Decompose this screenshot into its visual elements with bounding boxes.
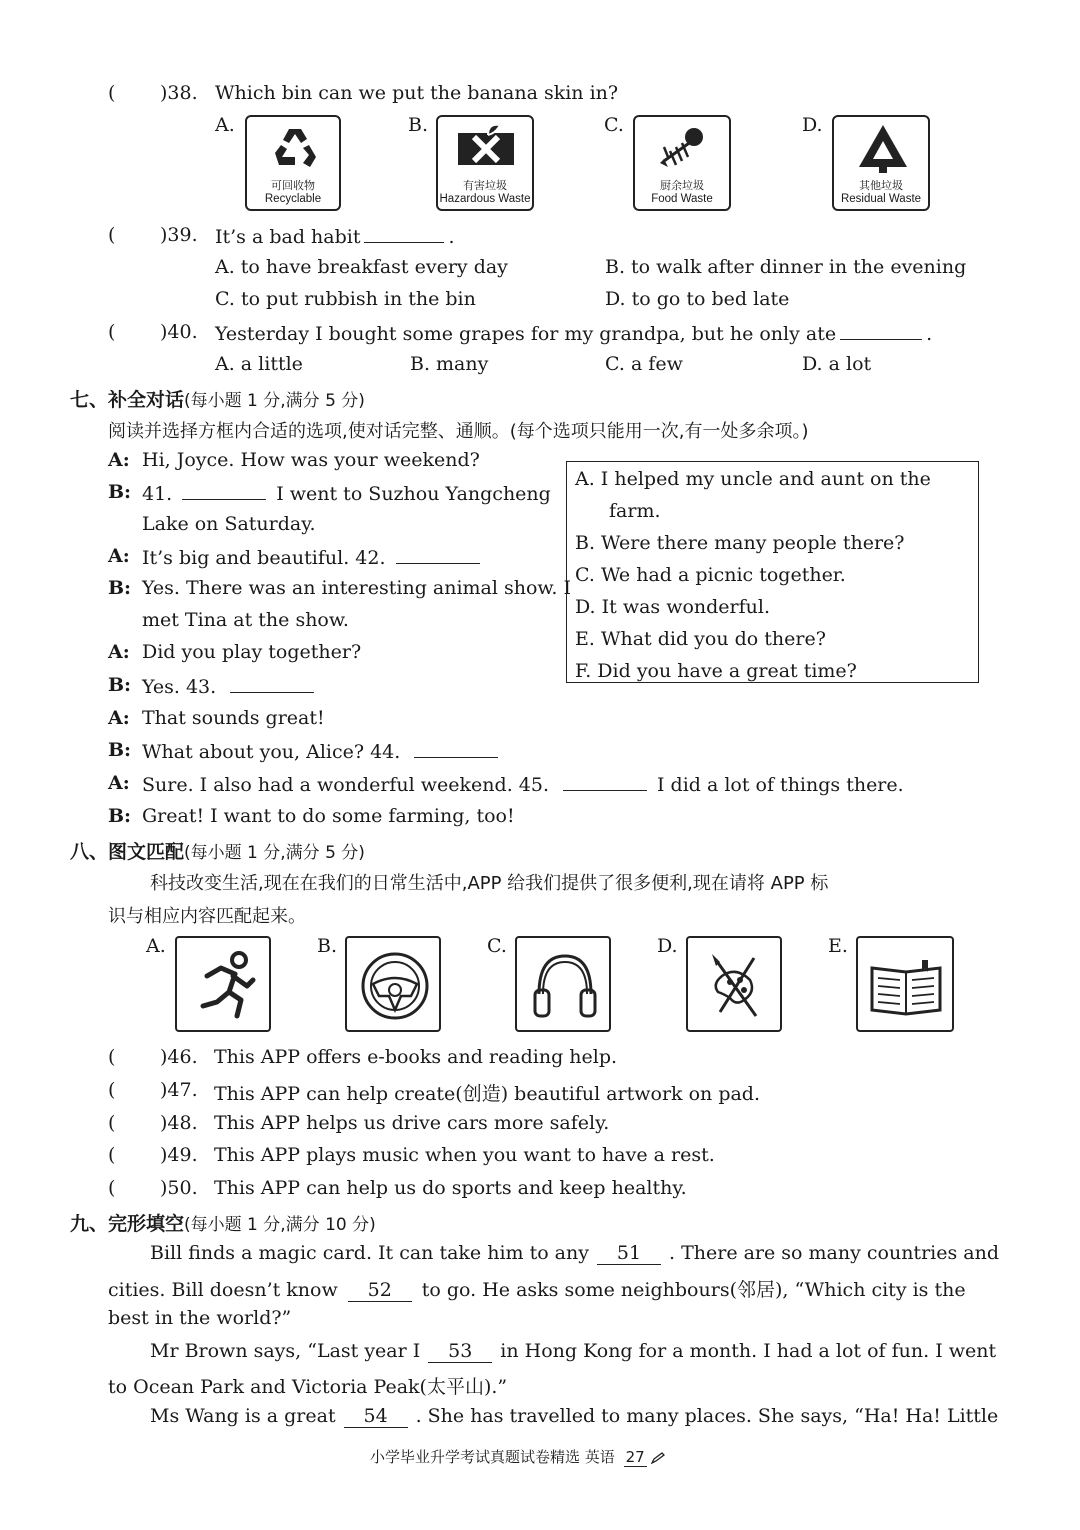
question-text: This APP can help create(创造) beautiful artwork on pad.	[214, 1083, 761, 1105]
question-number: )46.	[160, 1046, 198, 1068]
option-d: D. a lot	[802, 353, 872, 375]
question-text: This APP helps us drive cars more safely.	[214, 1112, 610, 1134]
bin-label-en: Hazardous Waste	[439, 193, 531, 205]
bin-label-en: Residual Waste	[840, 193, 922, 205]
option-d: D. to go to bed late	[605, 288, 790, 310]
dialog-line: Yes. 43.	[142, 674, 318, 698]
cloze-blank-51[interactable]: 51	[597, 1242, 661, 1265]
option-letter: D.	[802, 114, 823, 136]
footer-title: 小学毕业升学考试真题试卷精选 英语	[370, 1448, 615, 1466]
dialog-line: Lake on Saturday.	[142, 513, 316, 535]
bin-label-cn: 其他垃圾	[859, 179, 903, 192]
section-instructions: 阅读并选择方框内合适的选项,使对话完整、通顺。(每个选项只能用一次,有一处多余项。)	[108, 421, 809, 442]
box-option: farm.	[609, 500, 661, 522]
bin-label-cn: 有害垃圾	[463, 179, 507, 192]
question-number: )48.	[160, 1112, 198, 1134]
dialog-line: It’s big and beautiful. 42.	[142, 545, 484, 569]
speaker: A:	[108, 707, 130, 729]
box-option: B. Were there many people there?	[575, 532, 905, 554]
option-a: A. a little	[215, 353, 303, 375]
box-option: E. What did you do there?	[575, 628, 826, 650]
answer-paren: (	[108, 1079, 116, 1101]
speaker: B:	[108, 481, 132, 503]
app-music	[515, 936, 611, 1032]
app-art	[686, 936, 782, 1032]
option-a: A. to have breakfast every day	[215, 256, 508, 278]
section-title: 七、补全对话(每小题 1 分,满分 5 分)	[70, 389, 365, 411]
passage-line: cities. Bill doesn’t know 52 to go. He asks some neighbours(邻居), “Which city is the	[108, 1279, 966, 1301]
dialog-line: met Tina at the show.	[142, 609, 349, 631]
answer-blank[interactable]	[230, 674, 314, 693]
box-option: A. I helped my uncle and aunt on the	[575, 468, 931, 490]
dialog-line: Great! I want to do some farming, too!	[142, 805, 515, 827]
bin-label-en: Food Waste	[651, 193, 713, 205]
bin-residual	[832, 115, 930, 211]
question-text: Yesterday I bought some grapes for my grandpa, but he only ate .	[215, 323, 933, 345]
answer-blank[interactable]	[563, 772, 647, 791]
triangle-icon	[855, 123, 911, 175]
dialog-line: That sounds great!	[142, 707, 325, 729]
app-reading	[856, 936, 954, 1032]
answer-paren: (	[108, 1046, 116, 1068]
question-number: )47.	[160, 1079, 198, 1101]
question-number: )50.	[160, 1177, 198, 1199]
question-text: It’s a bad habit .	[215, 226, 455, 248]
speaker: B:	[108, 577, 132, 599]
section-title: 九、完形填空(每小题 1 分,满分 10 分)	[70, 1213, 376, 1235]
fish-bone-icon	[656, 123, 712, 175]
box-option: F. Did you have a great time?	[575, 660, 857, 682]
speaker: A:	[108, 772, 130, 794]
answer-paren: (	[108, 1112, 116, 1134]
bin-label-cn: 厨余垃圾	[660, 179, 704, 192]
option-letter: E.	[828, 935, 848, 957]
recycle-icon	[267, 123, 323, 175]
answer-paren: (	[108, 82, 116, 104]
dialog-line: Did you play together?	[142, 641, 362, 663]
box-option: D. It was wonderful.	[575, 596, 771, 618]
answer-paren: (	[108, 1144, 116, 1166]
answer-blank[interactable]	[414, 739, 498, 758]
question-number: )40.	[160, 321, 198, 343]
cloze-blank-52[interactable]: 52	[348, 1279, 412, 1302]
app-driving	[345, 936, 441, 1032]
question-number: )49.	[160, 1144, 198, 1166]
open-book-icon	[866, 946, 946, 1026]
speaker: A:	[108, 641, 130, 663]
passage-line: best in the world?”	[108, 1307, 292, 1329]
paint-palette-icon	[696, 946, 776, 1026]
answer-paren: (	[108, 224, 116, 246]
option-letter: A.	[215, 114, 235, 136]
speaker: A:	[108, 449, 130, 471]
section-instructions: 科技改变生活,现在在我们的日常生活中,APP 给我们提供了很多便利,现在请将 APP 标	[150, 873, 829, 894]
option-c: C. to put rubbish in the bin	[215, 288, 476, 310]
question-text: This APP can help us do sports and keep healthy.	[214, 1177, 687, 1199]
speaker: B:	[108, 739, 132, 761]
option-letter: A.	[146, 935, 166, 957]
dialog-line: Yes. There was an interesting animal show. I	[142, 577, 572, 599]
bin-label-en: Recyclable	[264, 193, 322, 205]
option-letter: D.	[657, 935, 678, 957]
running-man-icon	[185, 946, 265, 1026]
cloze-blank-53[interactable]: 53	[428, 1340, 492, 1363]
answer-blank[interactable]	[396, 545, 480, 564]
question-number: )39.	[160, 224, 198, 246]
answer-blank[interactable]	[182, 481, 266, 500]
steering-wheel-icon	[355, 946, 435, 1026]
passage-line: to Ocean Park and Victoria Peak(太平山).”	[108, 1376, 508, 1398]
dialog-line: Hi, Joyce. How was your weekend?	[142, 449, 480, 471]
option-b: B. many	[410, 353, 489, 375]
option-box	[566, 461, 979, 683]
headphones-icon	[525, 946, 605, 1026]
passage-line: Ms Wang is a great 54 . She has travelled to many places. She says, “Ha! Ha! Little	[150, 1405, 999, 1427]
dialog-line: Sure. I also had a wonderful weekend. 45. I did a lot of things there.	[142, 774, 904, 796]
page-number: 27	[625, 1448, 645, 1466]
answer-blank[interactable]	[364, 224, 444, 243]
cloze-blank-54[interactable]: 54	[344, 1405, 408, 1428]
question-text: Which bin can we put the banana skin in?	[215, 82, 619, 104]
option-c: C. a few	[605, 353, 683, 375]
box-option: C. We had a picnic together.	[575, 564, 846, 586]
bin-label-cn: 可回收物	[271, 179, 315, 192]
option-letter: C.	[487, 935, 507, 957]
question-text: This APP offers e-books and reading help.	[214, 1046, 618, 1068]
option-letter: C.	[604, 114, 624, 136]
answer-paren: (	[108, 1177, 116, 1199]
dialog-line: 41. I went to Suzhou Yangcheng	[142, 483, 551, 505]
speaker: B:	[108, 805, 132, 827]
page-footer	[370, 1446, 665, 1467]
hazardous-icon	[458, 123, 514, 175]
option-letter: B.	[408, 114, 429, 136]
app-sports	[175, 936, 271, 1032]
section-instructions: 识与相应内容匹配起来。	[108, 906, 306, 927]
bin-recyclable	[245, 115, 341, 211]
answer-paren: (	[108, 321, 116, 343]
answer-blank[interactable]	[840, 321, 922, 340]
bin-food-waste	[633, 115, 731, 211]
dialog-line: What about you, Alice? 44.	[142, 739, 502, 763]
speaker: B:	[108, 674, 132, 696]
bin-hazardous	[436, 115, 534, 211]
option-b: B. to walk after dinner in the evening	[605, 256, 967, 278]
speaker: A:	[108, 545, 130, 567]
passage-line: Mr Brown says, “Last year I 53 in Hong Kong for a month. I had a lot of fun. I went	[150, 1340, 997, 1362]
section-title: 八、图文匹配(每小题 1 分,满分 5 分)	[70, 841, 365, 863]
question-text: This APP plays music when you want to have a rest.	[214, 1144, 715, 1166]
passage-line: Bill finds a magic card. It can take him to any 51 . There are so many countries and	[150, 1242, 999, 1264]
pen-icon	[651, 1452, 665, 1464]
question-number: )38.	[160, 82, 198, 104]
option-letter: B.	[317, 935, 338, 957]
